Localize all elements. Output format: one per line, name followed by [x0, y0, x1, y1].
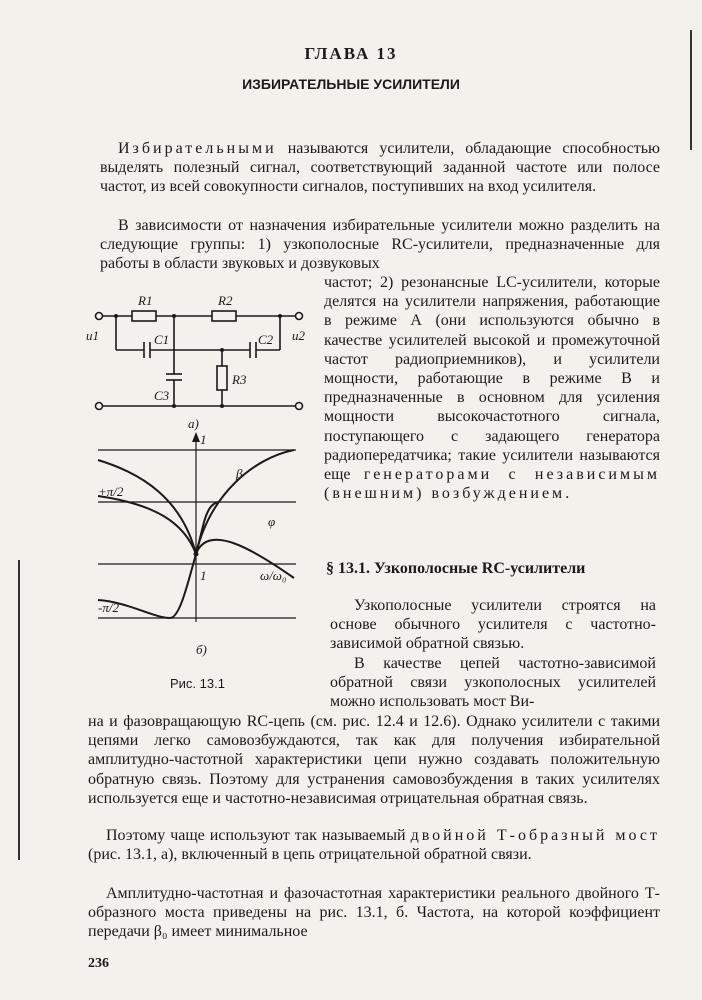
label-one-y: 1: [200, 432, 207, 447]
term-generators: генераторами с независимым (внешним) возбуждением: [324, 466, 660, 503]
figure-caption: Рис. 13.1: [170, 676, 225, 691]
paragraph-section-2: на и фазовращающую RC-цепь (см. рис. 12.4 и 12.6). Однако усилители с такими цепями легко самовозбуждаются, так как для получения избирательной амплитудно-частотной характеристики цепи нужно создавать положительную обратную связь. Поэтому для устранения самовозбуждения в таких усилителях используется еще и частотно-независимая отрицательная обратная связь.: [88, 713, 660, 807]
paragraph-section-1: Узкополосные усилители строятся на основе обычного усилителя с частотно-зависимой обратной связью.: [330, 597, 656, 653]
label-one-x: 1: [200, 568, 207, 583]
chapter-label: ГЛАВА 13: [304, 44, 398, 63]
terminal-in-top: [96, 313, 103, 320]
junction-dot: [220, 348, 224, 352]
label-u2: u2: [292, 328, 305, 343]
label-c2: C2: [258, 332, 274, 347]
label-b: б): [196, 642, 207, 657]
resistor-r1: [132, 311, 156, 321]
label-c3: C3: [154, 388, 170, 403]
plot-y-arrow: [192, 432, 200, 442]
page-number: 236: [88, 956, 109, 971]
paragraph-section-3: [88, 826, 660, 864]
terminal-out-bottom: [296, 403, 303, 410]
term-selective: Избирательными: [118, 140, 277, 157]
paragraph-section-2-wrap: В качестве цепей частотно-зависимой обратной связи узкополосных усилителей можно использовать мост Ви-: [330, 655, 656, 711]
label-minus-pi2: -π/2: [98, 600, 119, 615]
junction-dot: [172, 314, 176, 318]
label-r1: R1: [138, 293, 153, 308]
chapter-title: ИЗБИРАТЕЛЬНЫЕ УСИЛИТЕЛИ: [242, 76, 460, 92]
terminal-out-top: [296, 313, 303, 320]
resistor-r3: [217, 366, 227, 390]
plot-min-dot: [194, 552, 199, 557]
groups-wrap-text: частот; 2) резонансные LC-усилители, которые делятся на усилители напряжения, работающие в режиме А (они используются обычно в качестве усилителей высокой и промежуточной частот радиоприемников), и усилители мощности, работающие в режиме В и предназначенные в основном для усиления мощности высокочастотного сигнала, поступающего с задающего генератора радиопередатчика; такие усилители называются еще: [324, 274, 660, 484]
resistor-r2: [212, 311, 236, 321]
term-double-t: двойной Т-образный мост: [410, 827, 660, 844]
label-c1: C1: [154, 332, 170, 347]
label-plus-pi2: +π/2: [98, 484, 124, 499]
junction-dot: [172, 404, 176, 408]
junction-dot: [114, 314, 118, 318]
scan-margin-line-left: [18, 560, 20, 860]
section-heading: § 13.1. Узкополосные RC-усилители: [326, 560, 586, 577]
groups-end: .: [565, 485, 570, 503]
junction-dot: [220, 404, 224, 408]
paragraph-intro: [100, 139, 660, 197]
section-3-b: (рис. 13.1, а), включенный в цепь отрицательной обратной связи.: [88, 846, 532, 864]
paragraph-section-4: Амплитудно-частотная и фазочастотная характеристики реального двойного Т-образного моста приведены на рис. 13.1, б. Частота, на которой коэффициент передачи β₀ имеет минимальное: [88, 885, 660, 941]
intro-text: называются усилители, обладающие способностью выделять полезный сигнал, соответствующий заданной частоте или полосе частот, из всей совокупности сигналов, поступивших на вход усилителя.: [100, 140, 660, 196]
paragraph-groups: В зависимости от назначения избирательные усилители можно разделить на следующие группы: 1) узкополосные RC-усилители, предназначенные для работы в области звуковых и дозвуковых: [100, 217, 660, 273]
section-3-a: Поэтому чаще используют так называемый: [106, 827, 406, 844]
label-r2: R2: [218, 293, 233, 308]
label-x-axis: ω/ω₀: [260, 568, 287, 583]
junction-dot: [278, 314, 282, 318]
paragraph-groups-wrap: [324, 273, 660, 503]
figure-13-1: [84, 282, 320, 668]
label-phi: φ: [268, 514, 276, 529]
label-r3: R3: [232, 372, 247, 387]
label-beta: β: [236, 466, 243, 481]
label-a: а): [188, 416, 199, 431]
scan-margin-line-right: [690, 30, 692, 150]
label-u1: u1: [86, 328, 99, 343]
terminal-in-bottom: [96, 403, 103, 410]
